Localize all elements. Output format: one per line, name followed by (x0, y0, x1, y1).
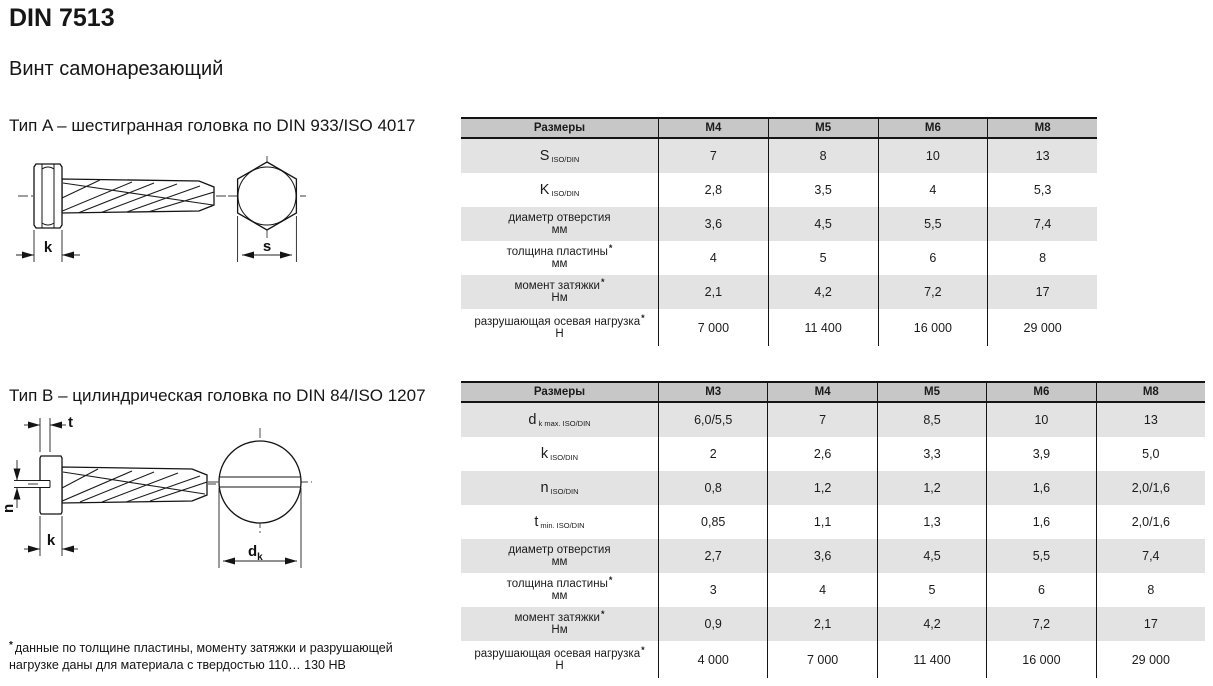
value-cell: 5,3 (987, 173, 1097, 207)
table-row (461, 573, 1205, 607)
value-cell: 17 (1096, 607, 1205, 641)
value-cell: 3,6 (658, 207, 768, 241)
value-cell: 1,2 (767, 471, 876, 505)
row-label: диаметр отверстия мм (508, 212, 611, 236)
table-row (461, 437, 1205, 471)
table-header-row (461, 117, 1097, 139)
value-cell: 2 (658, 437, 767, 471)
footnote-asterisk: * (9, 640, 13, 651)
table-row (461, 403, 1205, 437)
page-subtitle: Винт самонарезающий (9, 58, 224, 80)
value-cell: 8,5 (877, 403, 986, 437)
page-title: DIN 7513 (9, 4, 115, 32)
row-label: разрушающая осевая нагрузка * Н (474, 644, 645, 672)
value-cell: 0,8 (658, 471, 767, 505)
table-row (461, 471, 1205, 505)
row-label: толщина пластины * мм (506, 243, 613, 270)
table-row (461, 241, 1097, 275)
value-cell: 5,5 (986, 539, 1095, 573)
dimension-k (16, 230, 80, 262)
footnote (9, 641, 393, 673)
value-cell: 7 (767, 403, 876, 437)
value-cell: 16 000 (986, 641, 1095, 678)
value-cell: 3,9 (986, 437, 1095, 471)
dimension-k (24, 516, 78, 556)
type-a-heading: Тип A – шестигранная головка по DIN 933/ISO 4017 (9, 116, 416, 135)
row-label: толщина пластины * мм (506, 575, 613, 602)
value-cell: 29 000 (1096, 641, 1205, 678)
column-header: M6 (986, 383, 1095, 401)
table-row (461, 641, 1205, 678)
value-cell: 2,6 (767, 437, 876, 471)
value-cell: 8 (1096, 573, 1205, 607)
value-cell: 10 (986, 403, 1095, 437)
value-cell: 5 (768, 241, 878, 275)
column-header: M8 (1096, 383, 1205, 401)
value-cell: 1,6 (986, 505, 1095, 539)
value-cell: 2,0/1,6 (1096, 505, 1205, 539)
value-cell: 11 400 (877, 641, 986, 678)
value-cell: 0,9 (658, 607, 767, 641)
dim-s-label: s (262, 238, 272, 255)
type-b-drawing (2, 410, 324, 580)
table-row (461, 607, 1205, 641)
footnote-line1: данные по толщине пластины, моменту затяжки и разрушающей (14, 641, 393, 655)
value-cell: 13 (987, 139, 1097, 173)
column-header: M6 (878, 119, 988, 137)
table-row (461, 309, 1097, 346)
column-header: M4 (767, 383, 876, 401)
value-cell: 2,0/1,6 (1096, 471, 1205, 505)
value-cell: 7 000 (658, 309, 768, 346)
dim-k-label: k (46, 532, 56, 549)
value-cell: 11 400 (768, 309, 878, 346)
value-cell: 5,5 (878, 207, 988, 241)
cylindrical-head (40, 456, 62, 514)
corner-header: Размеры (533, 122, 586, 134)
dim-dk-label: $d_k$ (248, 543, 263, 563)
value-cell: 5,0 (1096, 437, 1205, 471)
value-cell: 7,2 (986, 607, 1095, 641)
table-row (461, 505, 1205, 539)
row-label: K ISO/DIN (539, 181, 580, 198)
table-row (461, 275, 1097, 309)
row-label: разрушающая осевая нагрузка * Н (474, 312, 645, 340)
dimension-n (0, 460, 38, 513)
value-cell: 3,3 (877, 437, 986, 471)
value-cell: 7,2 (878, 275, 988, 309)
column-header: M8 (987, 119, 1097, 137)
value-cell: 4 (658, 241, 768, 275)
screw-shaft (62, 467, 207, 503)
value-cell: 1,6 (986, 471, 1095, 505)
value-cell: 10 (878, 139, 988, 173)
value-cell: 2,1 (658, 275, 768, 309)
table-row (461, 139, 1097, 173)
value-cell: 1,1 (767, 505, 876, 539)
column-header: M4 (658, 119, 768, 137)
value-cell: 3,6 (767, 539, 876, 573)
value-cell: 5 (877, 573, 986, 607)
type-b-heading: Тип B – цилиндрическая головка по DIN 84/ISO 1207 (9, 386, 426, 405)
value-cell: 7,4 (987, 207, 1097, 241)
cheese-screw-side-view (28, 456, 216, 514)
table-header-row (461, 381, 1205, 403)
cheese-head-end-view (208, 428, 312, 534)
value-cell: 17 (987, 275, 1097, 309)
row-label: диаметр отверстия мм (508, 544, 611, 568)
value-cell: 6,0/5,5 (658, 403, 767, 437)
head-circle (219, 441, 301, 523)
value-cell: 6 (878, 241, 988, 275)
table-row (461, 539, 1205, 573)
value-cell: 4,2 (768, 275, 878, 309)
column-header: M3 (658, 383, 767, 401)
footnote-line2: нагрузке даны для материала с твердостью 110… 130 НВ (9, 657, 346, 672)
type-a-drawing (14, 156, 314, 268)
value-cell: 29 000 (987, 309, 1097, 346)
value-cell: 2,8 (658, 173, 768, 207)
value-cell: 4,2 (877, 607, 986, 641)
value-cell: 1,3 (877, 505, 986, 539)
hex-head-end-view (228, 156, 306, 238)
value-cell: 7 000 (767, 641, 876, 678)
value-cell: 7 (658, 139, 768, 173)
table-type-b (461, 381, 1205, 678)
value-cell: 4 000 (658, 641, 767, 678)
corner-header: Размеры (533, 386, 586, 398)
hex-screw-side-view (18, 164, 226, 228)
value-cell: 8 (768, 139, 878, 173)
table-type-a (461, 117, 1097, 346)
value-cell: 1,2 (877, 471, 986, 505)
value-cell: 4,5 (877, 539, 986, 573)
value-cell: 3 (658, 573, 767, 607)
value-cell: 4 (767, 573, 876, 607)
row-label: n ISO/DIN (540, 479, 579, 496)
value-cell: 3,5 (768, 173, 878, 207)
hex-head (34, 164, 62, 228)
row-label: k ISO/DIN (540, 445, 579, 462)
row-label: момент затяжки * Нм (514, 609, 605, 636)
value-cell: 8 (987, 241, 1097, 275)
value-cell: 4,5 (768, 207, 878, 241)
table-row (461, 173, 1097, 207)
value-cell: 16 000 (878, 309, 988, 346)
dim-n-label: n (0, 503, 17, 513)
column-header: M5 (768, 119, 878, 137)
row-label: t min. ISO/DIN (534, 513, 585, 530)
hexagon (238, 162, 297, 230)
value-cell: 2,7 (658, 539, 767, 573)
column-header: M5 (877, 383, 986, 401)
dimension-t (24, 414, 73, 452)
value-cell: 13 (1096, 403, 1205, 437)
row-label: S ISO/DIN (539, 147, 580, 164)
dim-t-label: t (68, 414, 73, 431)
dim-k-label: k (43, 239, 53, 256)
value-cell: 2,1 (767, 607, 876, 641)
row-label: момент затяжки * Нм (514, 277, 605, 304)
value-cell: 6 (986, 573, 1095, 607)
value-cell: 0,85 (658, 505, 767, 539)
table-row (461, 207, 1097, 241)
row-label: d k max. ISO/DIN (528, 411, 591, 428)
value-cell: 7,4 (1096, 539, 1205, 573)
value-cell: 4 (878, 173, 988, 207)
